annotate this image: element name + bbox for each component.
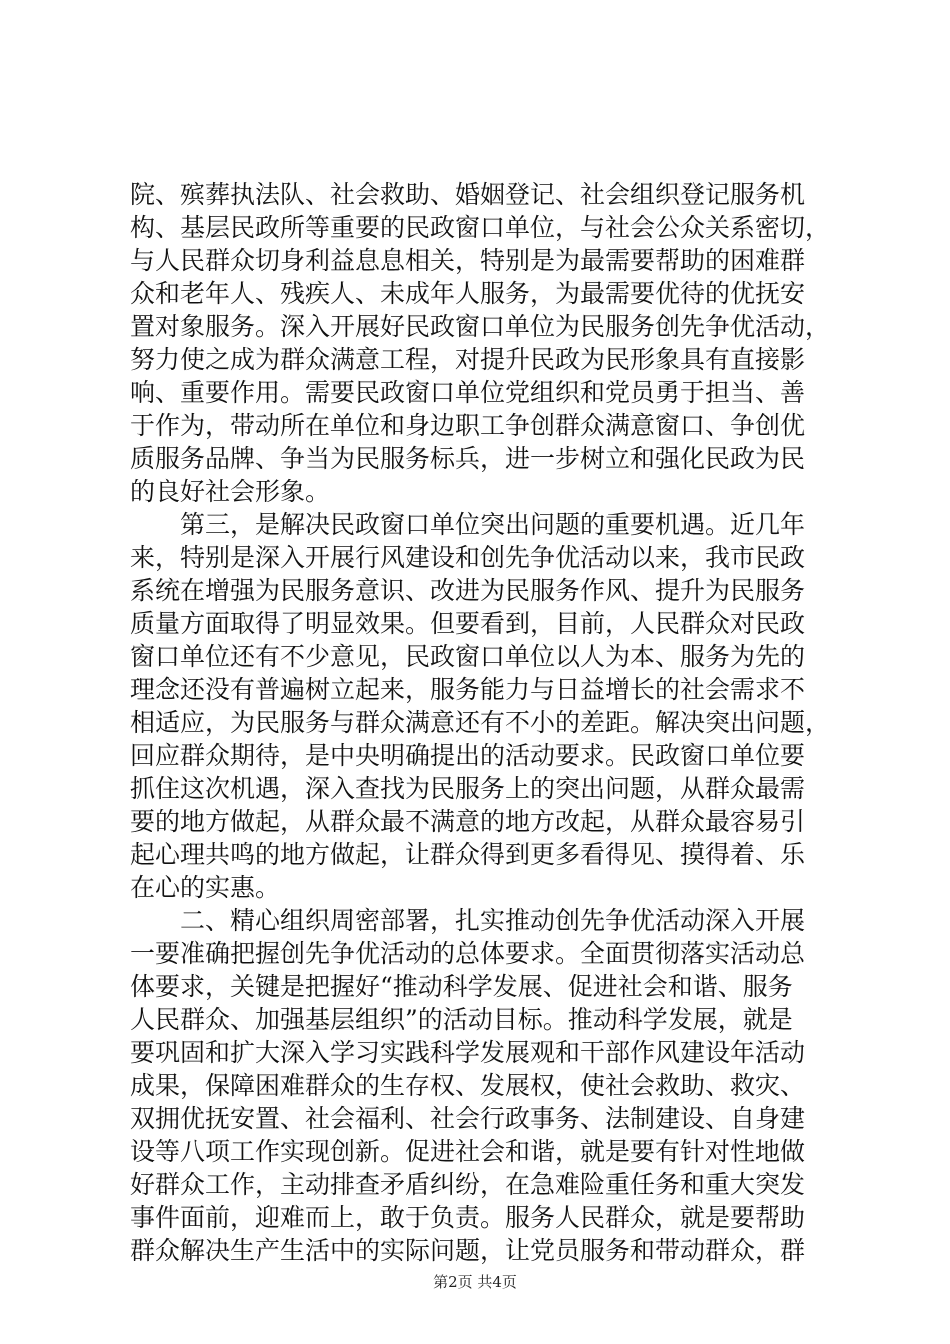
text-line: 成果，保障困难群众的生存权、发展权，使社会救助、救灾、 — [130, 1071, 806, 1100]
text-line: 事件面前，迎难而上，敢于负责。服务人民群众，就是要帮助 — [130, 1203, 806, 1232]
text-line: 二、精心组织周密部署，扎实推动创先争优活动深入开展 — [180, 906, 806, 935]
text-line: 抓住这次机遇，深入查找为民服务上的突出问题，从群众最需 — [130, 774, 806, 803]
text-line: 质服务品牌、争当为民服务标兵，进一步树立和强化民政为民 — [130, 444, 806, 473]
text-line: 群众解决生产生活中的实际问题，让党员服务和带动群众，群 — [130, 1236, 806, 1265]
text-line: 第三，是解决民政窗口单位突出问题的重要机遇。近几年 — [180, 510, 806, 539]
text-line: 构、基层民政所等重要的民政窗口单位，与社会公众关系密切， — [130, 213, 831, 242]
text-line: 相适应，为民服务与群众满意还有不小的差距。解决突出问题， — [130, 708, 831, 737]
text-line: 要巩固和扩大深入学习实践科学发展观和干部作风建设年活动 — [130, 1038, 806, 1067]
text-line: 一要准确把握创先争优活动的总体要求。全面贯彻落实活动总 — [130, 939, 806, 968]
text-line: 人民群众、加强基层组织”的活动目标。推动科学发展，就是 — [130, 1005, 793, 1034]
text-line: 置对象服务。深入开展好民政窗口单位为民服务创先争优活动， — [130, 312, 831, 341]
text-line: 与人民群众切身利益息息相关，特别是为最需要帮助的困难群 — [130, 246, 806, 275]
paragraph — [130, 904, 845, 937]
text-line: 理念还没有普遍树立起来，服务能力与日益增长的社会需求不 — [130, 675, 806, 704]
text-line: 努力使之成为群众满意工程，对提升民政为民形象具有直接影 — [130, 345, 806, 374]
text-line: 在心的实惠。 — [130, 873, 281, 902]
text-line: 于作为，带动所在单位和身边职工争创群众满意窗口、争创优 — [130, 411, 806, 440]
text-line: 窗口单位还有不少意见，民政窗口单位以人为本、服务为先的 — [130, 642, 806, 671]
text-line: 双拥优抚安置、社会福利、社会行政事务、法制建设、自身建 — [130, 1104, 806, 1133]
text-line: 系统在增强为民服务意识、改进为民服务作风、提升为民服务 — [130, 576, 806, 605]
text-line: 要的地方做起，从群众最不满意的地方改起，从群众最容易引 — [130, 807, 806, 836]
paragraph — [130, 178, 845, 508]
paragraph — [130, 937, 845, 1267]
text-line: 众和老年人、残疾人、未成年人服务，为最需要优待的优抚安 — [130, 279, 806, 308]
text-line: 起心理共鸣的地方做起，让群众得到更多看得见、摸得着、乐 — [130, 840, 806, 869]
document-body — [130, 178, 845, 1267]
text-line: 质量方面取得了明显效果。但要看到，目前，人民群众对民政 — [130, 609, 806, 638]
text-line: 的良好社会形象。 — [130, 477, 331, 506]
text-line: 体要求，关键是把握好“推动科学发展、促进社会和谐、服务 — [130, 972, 793, 1001]
paragraph — [130, 508, 845, 904]
text-line: 好群众工作，主动排查矛盾纠纷，在急难险重任务和重大突发 — [130, 1170, 806, 1199]
text-line: 来，特别是深入开展行风建设和创先争优活动以来，我市民政 — [130, 543, 806, 572]
page-footer: 第2页 共4页 — [433, 1273, 517, 1291]
text-line: 回应群众期待，是中央明确提出的活动要求。民政窗口单位要 — [130, 741, 806, 770]
text-line: 院、殡葬执法队、社会救助、婚姻登记、社会组织登记服务机 — [130, 180, 806, 209]
text-line: 设等八项工作实现创新。促进社会和谐，就是要有针对性地做 — [130, 1137, 806, 1166]
text-line: 响、重要作用。需要民政窗口单位党组织和党员勇于担当、善 — [130, 378, 806, 407]
